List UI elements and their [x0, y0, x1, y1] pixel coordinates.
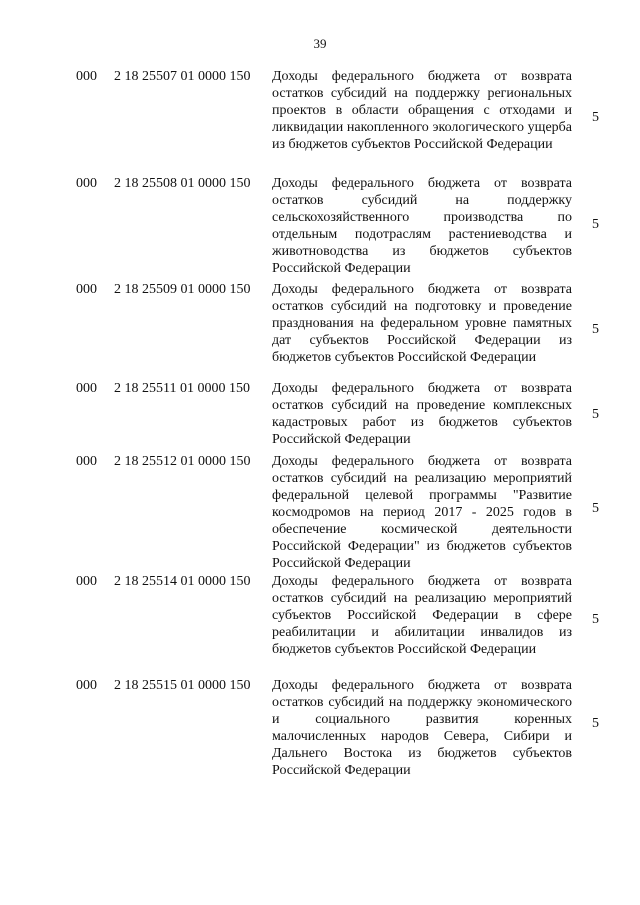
revenue-description: Доходы федерального бюджета от возврата остатков субсидий на реализацию мероприятий федеральной целевой программы "Развитие космодромов на период 2017 - 2025 годов в обеспечение космической деятельности Российской Федерации" из бюджетов субъектов Российской Федерации: [272, 454, 572, 571]
budget-classification-code: 2 18 25514 01 0000 150: [114, 574, 251, 589]
budget-classification-code: 2 18 25512 01 0000 150: [114, 454, 251, 469]
revenue-description: Доходы федерального бюджета от возврата остатков субсидий на поддержку сельскохозяйственного производства по отдельным подотраслям растениеводства и животноводства из бюджетов субъектов Российской Федерации: [272, 176, 572, 276]
norm-value: 5: [592, 322, 599, 337]
budget-classification-code: 2 18 25509 01 0000 150: [114, 282, 251, 297]
admin-code: 000: [76, 678, 97, 693]
budget-classification-code: 2 18 25508 01 0000 150: [114, 176, 251, 191]
budget-classification-code: 2 18 25507 01 0000 150: [114, 69, 251, 84]
norm-value: 5: [592, 407, 599, 422]
admin-code: 000: [76, 69, 97, 84]
revenue-description: Доходы федерального бюджета от возврата остатков субсидий на поддержку региональных проектов в области обращения с отходами и ликвидации накопленного экологического ущерба из бюджетов субъектов Российской Федерации: [272, 69, 572, 152]
revenue-description: Доходы федерального бюджета от возврата остатков субсидий на подготовку и проведение празднования на федеральном уровне памятных дат субъектов Российской Федерации из бюджетов субъектов Российской Федерации: [272, 282, 572, 365]
revenue-description: Доходы федерального бюджета от возврата остатков субсидий на поддержку экономического и социального развития коренных малочисленных народов Севера, Сибири и Дальнего Востока из бюджетов субъектов Российской Федерации: [272, 678, 572, 778]
norm-value: 5: [592, 716, 599, 731]
revenue-description: Доходы федерального бюджета от возврата остатков субсидий на проведение комплексных кадастровых работ из бюджетов субъектов Российской Федерации: [272, 381, 572, 447]
norm-value: 5: [592, 110, 599, 125]
admin-code: 000: [76, 574, 97, 589]
norm-value: 5: [592, 217, 599, 232]
norm-value: 5: [592, 612, 599, 627]
page-number: 39: [313, 36, 327, 51]
revenue-description: Доходы федерального бюджета от возврата остатков субсидий на реализацию мероприятий субъектов Российской Федерации в сфере реабилитации и абилитации инвалидов из бюджетов субъектов Российской Федерации: [272, 574, 572, 657]
norm-value: 5: [592, 501, 599, 516]
admin-code: 000: [76, 176, 97, 191]
budget-classification-code: 2 18 25511 01 0000 150: [114, 381, 250, 396]
budget-classification-code: 2 18 25515 01 0000 150: [114, 678, 251, 693]
admin-code: 000: [76, 282, 97, 297]
admin-code: 000: [76, 381, 97, 396]
admin-code: 000: [76, 454, 97, 469]
